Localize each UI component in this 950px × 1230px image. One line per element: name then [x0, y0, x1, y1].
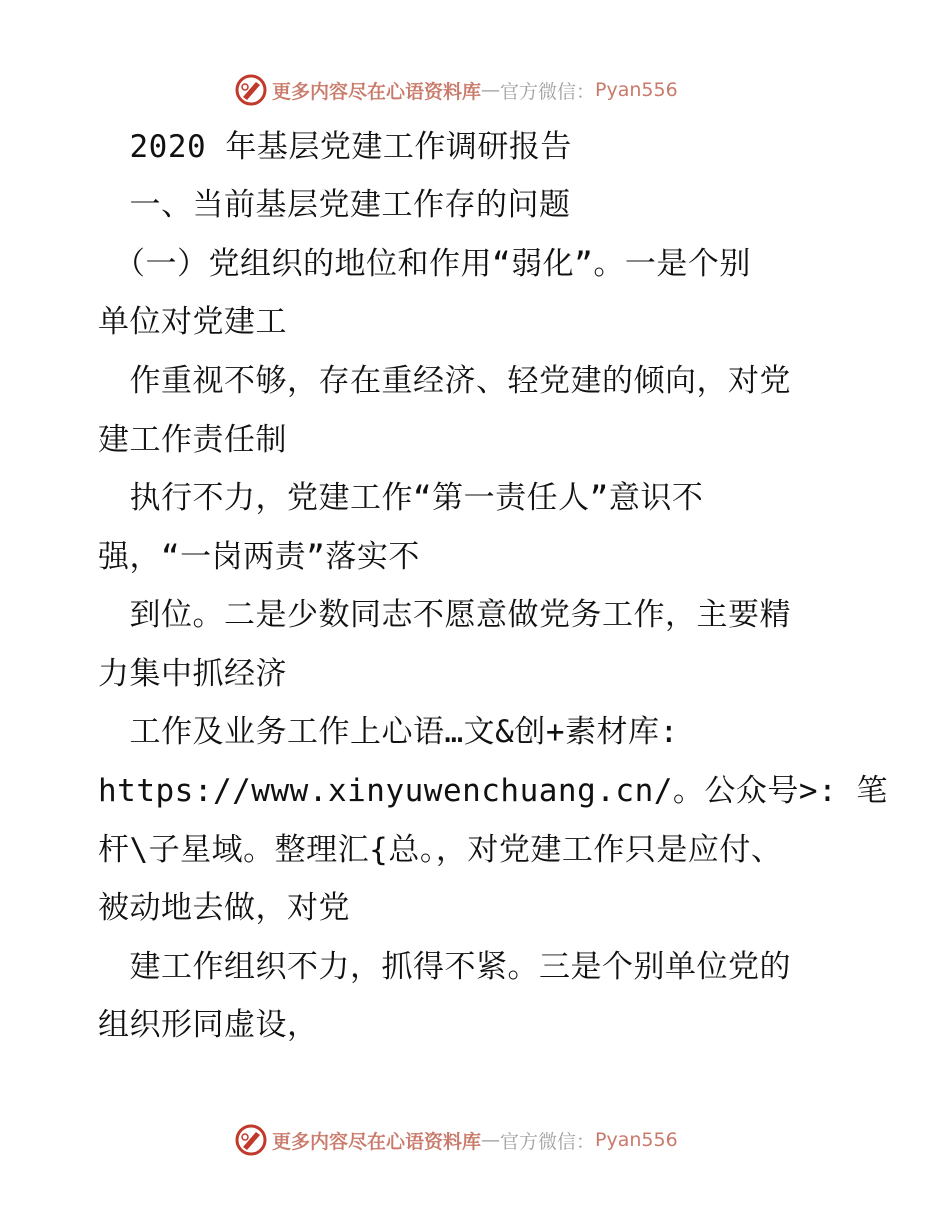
watermark-wechat-id: Pyan556 [595, 1129, 678, 1151]
body-line: 执行不力，党建工作“第一责任人”意识不 [98, 480, 704, 516]
watermark-footer [234, 1123, 678, 1157]
body-line: 杆\子星域。整理汇{总。，对党建工作只是应付、 [98, 832, 783, 868]
watermark-header [234, 73, 678, 107]
body-line: https://www.xinyuwenchuang.cn/。公众号>: 笔 [98, 773, 888, 809]
body-line: （一）党组织的地位和作用“弱化”。一是个别 [98, 246, 751, 282]
body-line: 组织形同虚设， [98, 1007, 319, 1043]
watermark-wechat-label: 官方微信： [500, 80, 596, 103]
body-line: 工作及业务工作上心语…文&创+素材库: [98, 714, 679, 750]
watermark-main-text: 更多内容尽在心语资料库 [272, 80, 482, 103]
body-line: 强，“一岗两责”落实不 [98, 539, 420, 575]
document-title: 2020 年基层党建工作调研报告 [98, 129, 572, 165]
body-line: 力集中抓经济 [98, 656, 287, 692]
watermark-wechat-id: Pyan556 [595, 79, 678, 101]
body-line: 单位对党建工 [98, 304, 287, 340]
xinyu-logo-icon [234, 1123, 268, 1157]
body-line: 作重视不够，存在重经济、轻党建的倾向，对党 [98, 363, 791, 399]
body-line: 被动地去做，对党 [98, 890, 350, 926]
watermark-separator: — [481, 1129, 501, 1151]
section-heading: 一、当前基层党建工作存的问题 [98, 187, 571, 223]
body-line: 建工作责任制 [98, 422, 287, 458]
body-line: 到位。二是少数同志不愿意做党务工作，主要精 [98, 597, 791, 633]
watermark-main-text: 更多内容尽在心语资料库 [272, 1130, 482, 1153]
watermark-wechat-label: 官方微信： [500, 1130, 596, 1153]
watermark-separator: — [481, 79, 501, 101]
body-line: 建工作组织不力，抓得不紧。三是个别单位党的 [98, 949, 791, 985]
xinyu-logo-icon [234, 73, 268, 107]
